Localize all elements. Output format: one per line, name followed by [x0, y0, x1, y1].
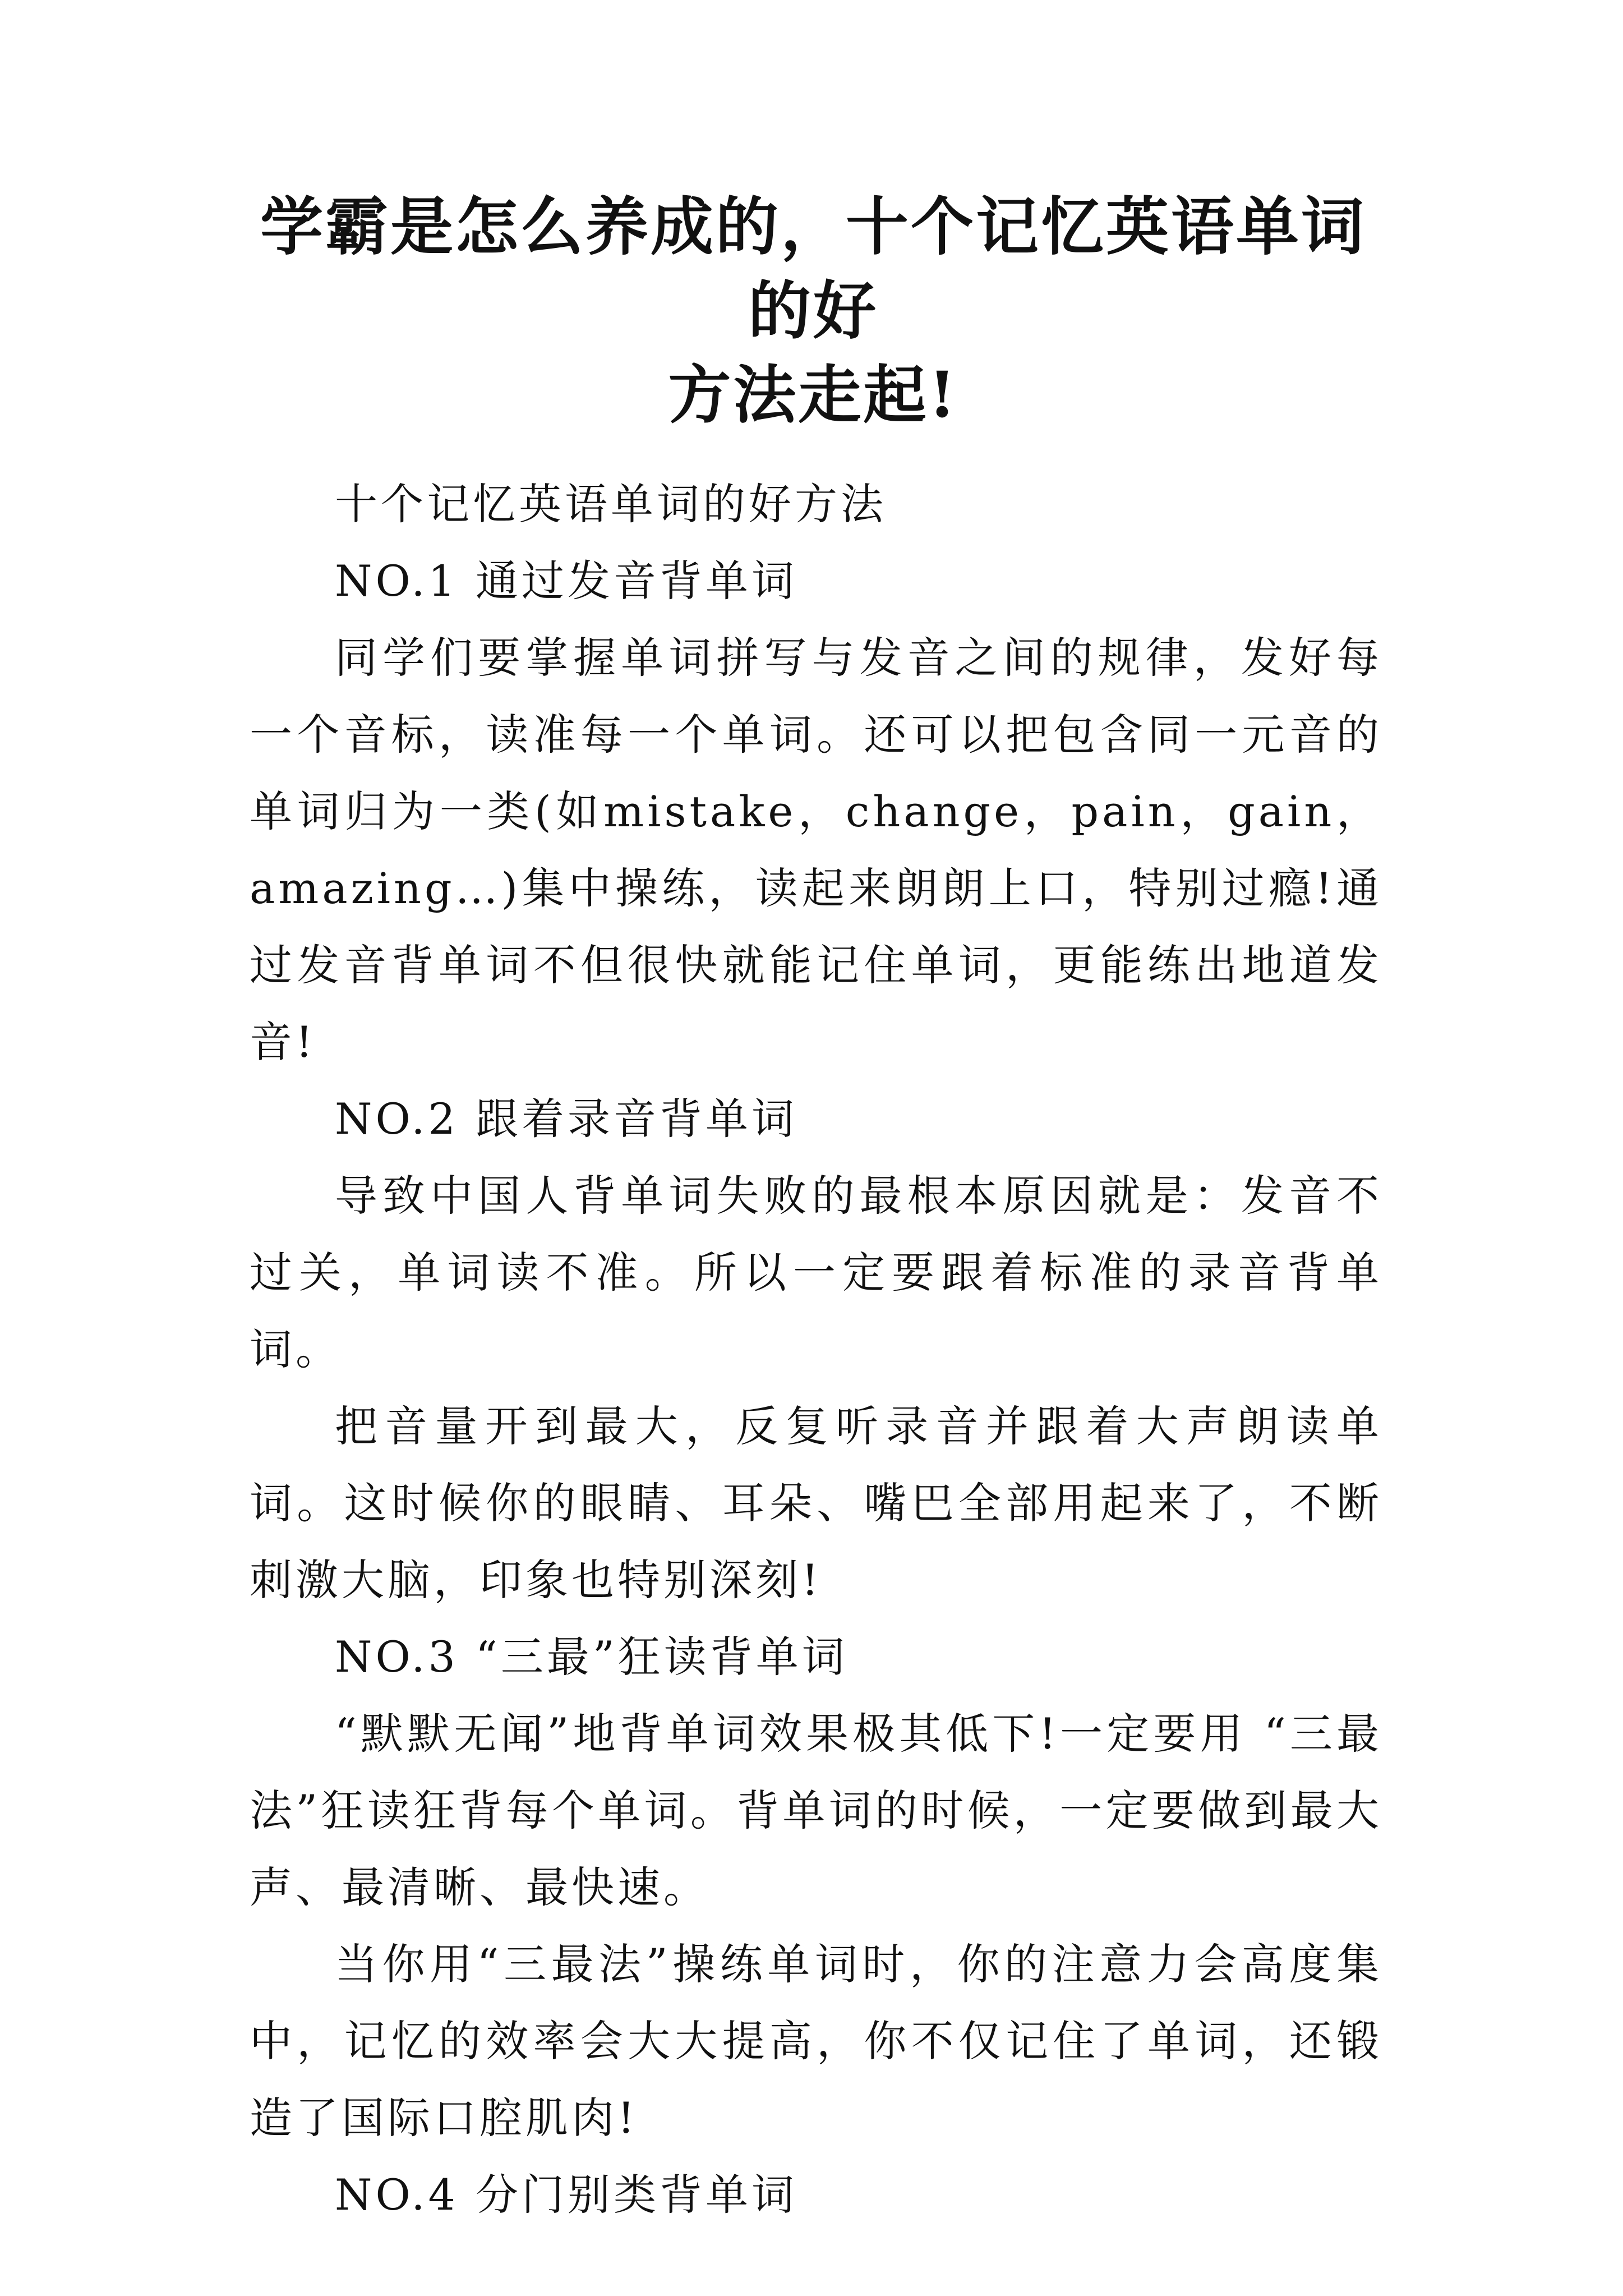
paragraph: “默默无闻”地背单词效果极其低下!一定要用 “三最法”狂读狂背每个单词。背单词的时候，一定要做到最大声、最清晰、最快速。 — [250, 1709, 1382, 1912]
heading-no3: NO.3 “三最”狂读背单词 — [335, 1632, 848, 1682]
document-body — [250, 466, 1382, 2233]
title-line-2: 方法走起! — [668, 358, 958, 432]
paragraph: 同学们要掌握单词拼写与发音之间的规律，发好每一个音标，读准每一个单词。还可以把包含同一元音的单词归为一类(如mistake，change，pain，gain，amazing…)集中操练，读起来朗朗上口，特别过瘾!通过发音背单词不但很快就能记住单词，更能练出地道发音! — [250, 633, 1382, 1067]
heading-no4: NO.4 分门别类背单词 — [335, 2170, 798, 2220]
heading-no2: NO.2 跟着录音背单词 — [335, 1094, 798, 1144]
title-line-1: 学霸是怎么养成的，十个记忆英语单词的好 — [260, 190, 1366, 348]
paragraph: 当你用“三最法”操练单词时，你的注意力会高度集中，记忆的效率会大大提高，你不仅记住了单词，还锻造了国际口腔肌肉! — [250, 1939, 1382, 2143]
document-title — [236, 185, 1391, 438]
paragraph: 导致中国人背单词失败的最根本原因就是：发音不过关，单词读不准。所以一定要跟着标准的录音背单词。 — [250, 1171, 1382, 1374]
paragraph: 把音量开到最大，反复听录音并跟着大声朗读单词。这时候你的眼睛、耳朵、嘴巴全部用起来了，不断刺激大脑，印象也特别深刻! — [250, 1401, 1382, 1605]
heading-no1: NO.1 通过发音背单词 — [335, 556, 798, 606]
section-intro: 十个记忆英语单词的好方法 — [335, 479, 887, 529]
